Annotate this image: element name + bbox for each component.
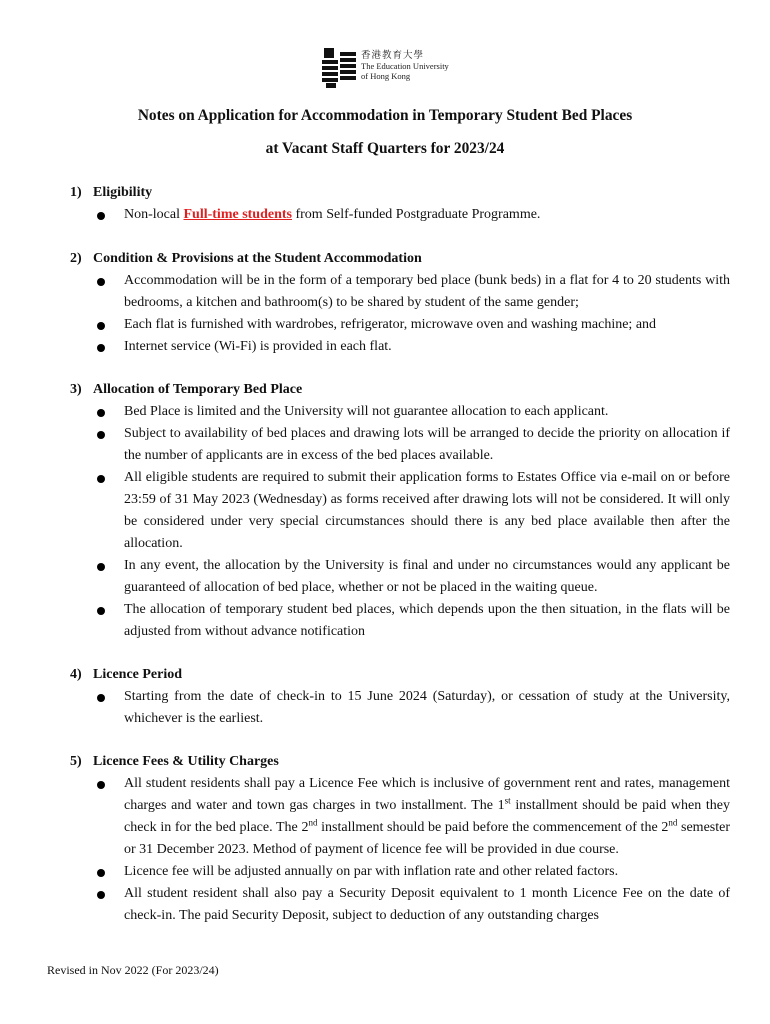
list-item: Subject to availability of bed places and drawing lots will be arranged to decide the priority on allocation if the number of applicants are in excess of the bed places available. [70,423,730,467]
list-item: Non-local Full-time students from Self-funded Postgraduate Programme. [70,204,730,226]
logo-text [361,51,449,81]
section-title: Licence Fees & Utility Charges [93,754,279,769]
list-item: Starting from the date of check-in to 15 June 2024 (Saturday), or cessation of study at the University, whichever is the earliest. [70,686,730,730]
section-title: Eligibility [93,185,153,200]
list-item: All student residents shall pay a Licence Fee which is inclusive of government rent and rates, management charges and water and town gas charges in two installment. The 1st installment should be paid when they check in for the bed place. The 2nd installment should be paid before the commencement of the 2nd semester or 31 December 2023. Method of payment of licence fee will be provided in due course. [70,773,730,861]
section-allocation [70,379,730,643]
document-title-line2: at Vacant Staff Quarters for 2023/24 [265,140,505,157]
list-item: Internet service (Wi-Fi) is provided in each flat. [70,336,730,358]
list-item: All eligible students are required to submit their application forms to Estates Office via e-mail on or before 23:59 of 31 May 2023 (Wednesday) as forms received after drawing lots will not be considered. It will only be considered under very special circumstances should there is any bed place available then after the allocation. [70,467,730,555]
section-heading [70,664,730,686]
section-number: 5) [70,754,82,769]
full-time-students-link[interactable]: Full-time students [183,207,292,222]
section-heading [70,182,730,204]
section-number: 4) [70,667,82,682]
list-item: The allocation of temporary student bed places, which depends upon the then situation, in the flats will be adjusted from without advance notification [70,599,730,643]
section-heading [70,751,730,773]
section-title: Condition & Provisions at the Student Accommodation [93,251,422,266]
section-licence-fees [70,751,730,927]
university-logo [322,48,452,88]
list-item: Each flat is furnished with wardrobes, refrigerator, microwave oven and washing machine; and [70,314,730,336]
section-eligibility [70,182,730,226]
section-title: Allocation of Temporary Bed Place [93,382,303,397]
list-item: All student resident shall also pay a Security Deposit equivalent to 1 month Licence Fee on the date of check-in. The paid Security Deposit, subject to deduction of any outstanding charges [70,883,730,927]
section-number: 1) [70,185,82,200]
section-licence-period [70,664,730,730]
list-item: Bed Place is limited and the University will not guarantee allocation to each applicant. [70,401,730,423]
section-number: 3) [70,382,82,397]
logo-english-line2: of Hong Kong [361,71,411,81]
list-item: Accommodation will be in the form of a temporary bed place (bunk beds) in a flat for 4 to 20 students with bedrooms, a kitchen and bathroom(s) to be shared by student of the same gender; [70,270,730,314]
section-number: 2) [70,251,82,266]
section-heading [70,379,730,401]
logo-chinese-name: 香港教育大學 [361,51,425,61]
document-title-line1: Notes on Application for Accommodation in Temporary Student Bed Places [137,107,633,124]
university-emblem-icon [322,48,358,88]
section-title: Licence Period [93,667,183,682]
section-conditions-provisions [70,248,730,358]
revision-footer: Revised in Nov 2022 (For 2023/24) [47,963,219,977]
logo-english-line1: The Education University [361,61,449,71]
section-heading [70,248,730,270]
list-item: In any event, the allocation by the University is final and under no circumstances would any applicant be guaranteed of allocation of bed place, whether or not be placed in the waiting queue. [70,555,730,599]
list-item: Licence fee will be adjusted annually on par with inflation rate and other related factors. [70,861,730,883]
